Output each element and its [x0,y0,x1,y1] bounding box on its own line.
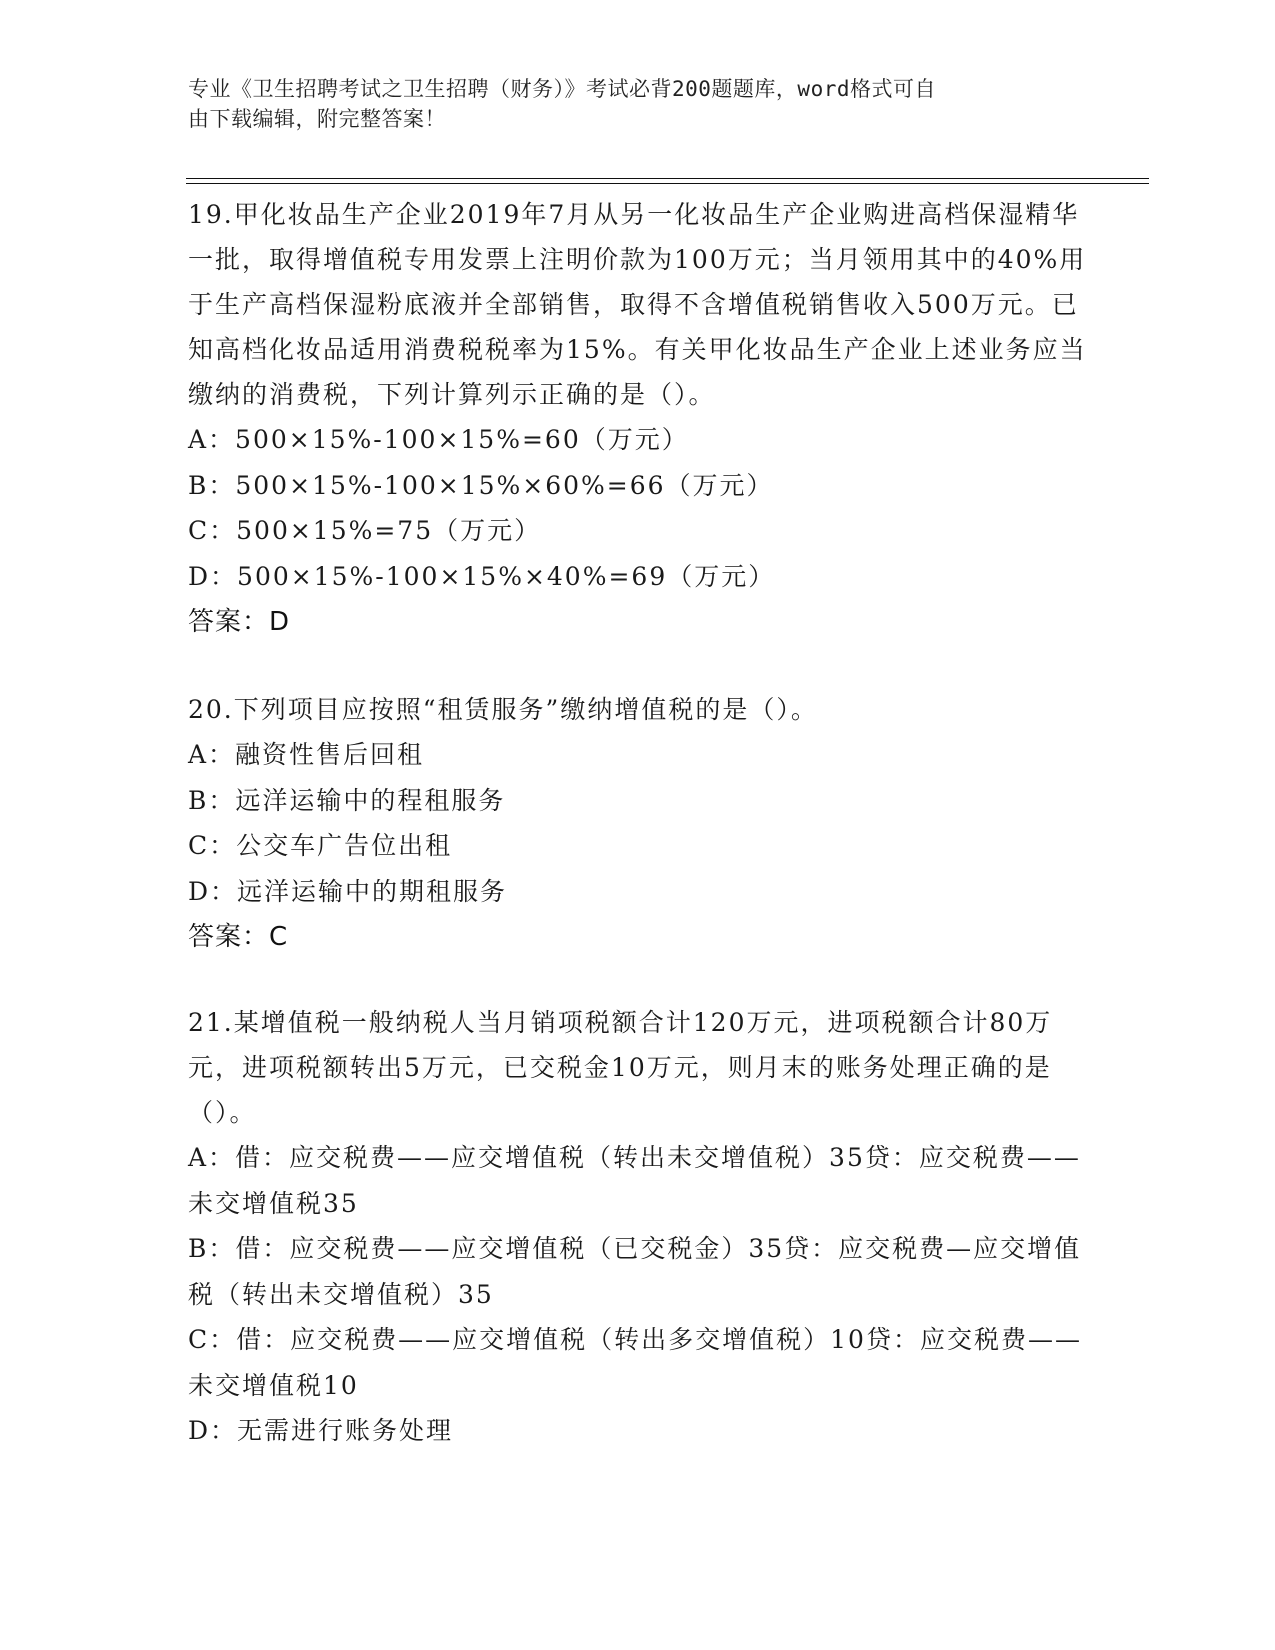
option-d: D：远洋运输中的期租服务 [188,876,508,906]
question-stem: 20.下列项目应按照“租赁服务”缴纳增值税的是（）。 [188,695,818,724]
question-20 [188,687,1088,960]
spacer [188,645,1088,687]
question-stem: 19.甲化妆品生产企业2019年7月从另一化妆品生产企业购进高档保湿精华一批，取得增值税专用发票上注明价款为100万元；当月领用其中的40%用于生产高档保湿粉底液并全部销售，取得不含增值税销售收入500万元。已知高档化妆品适用消费税税率为15%。有关甲化妆品生产企业上述业务应当缴纳的消费税，下列计算列示正确的是（）。 [188,200,1087,409]
option-a: A：500×15%-100×15%=60（万元） [188,425,689,454]
question-21 [188,1000,1088,1454]
answer-line: 答案：D [188,607,291,637]
header-line-1: 专业《卫生招聘考试之卫生招聘（财务）》考试必背200题题库，word格式可自 [188,77,936,101]
spacer [188,960,1088,1000]
option-b: B：500×15%-100×15%×60%=66（万元） [188,470,774,500]
option-d: D：无需进行账务处理 [188,1416,454,1445]
question-stem: 21.某增值税一般纳税人当月销项税额合计120万元，进项税额合计80万元，进项税额转出5万元，已交税金10万元，则月末的账务处理正确的是（）。 [188,1008,1053,1127]
header-divider-bottom [186,183,1149,184]
option-c: C：公交车广告位出租 [188,831,453,860]
question-19 [188,192,1088,645]
header-divider-top [186,178,1149,179]
option-b: B：借：应交税费——应交增值税（已交税金）35贷：应交税费—应交增值税（转出未交增值税）35 [188,1234,1082,1309]
option-d: D：500×15%-100×15%×40%=69（万元） [188,561,776,591]
option-a: A：融资性售后回租 [188,740,425,769]
question-list [188,192,1088,1454]
header-line-2: 由下载编辑，附完整答案！ [188,107,446,131]
option-c: C：500×15%=75（万元） [188,516,542,545]
answer-line: 答案：C [188,922,289,952]
option-b: B：远洋运输中的程租服务 [188,785,506,815]
option-a: A：借：应交税费——应交增值税（转出未交增值税）35贷：应交税费——未交增值税35 [188,1143,1081,1218]
option-c: C：借：应交税费——应交增值税（转出多交增值税）10贷：应交税费——未交增值税10 [188,1325,1082,1400]
page-header [188,74,1068,134]
